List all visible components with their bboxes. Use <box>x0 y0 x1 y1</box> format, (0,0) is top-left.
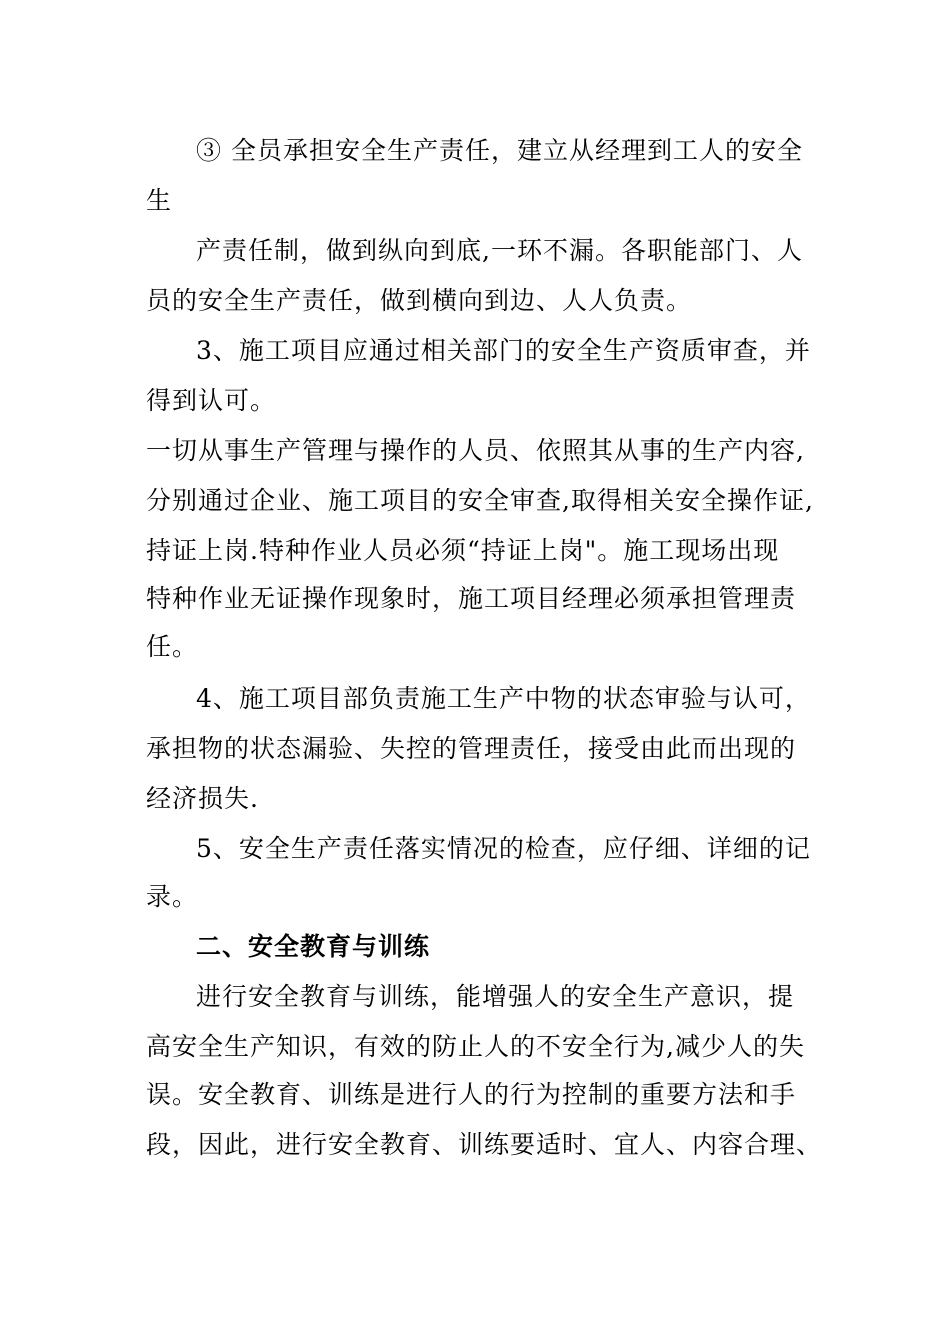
text-line: 产责任制，做到纵向到底,一环不漏。各职能部门、人 <box>196 236 803 265</box>
text-line: 3、施工项目应通过相关部门的安全生产资质审查，并 <box>196 336 811 365</box>
text-line: 进行安全教育与训练，能增强人的安全生产意识，提 <box>196 982 795 1011</box>
text-line: ③ 全员承担安全生产责任，建立从经理到工人的安全 <box>196 136 803 165</box>
section-heading: 二、安全教育与训练 <box>196 932 431 961</box>
text-line: 5、安全生产责任落实情况的检查，应仔细、详细的记 <box>196 834 811 863</box>
text-line: 持证上岗.特种作业人员必须“持证上岗"。施工现场出现 <box>146 536 780 565</box>
text-line: 任。 <box>146 632 199 661</box>
text-line: 段，因此，进行安全教育、训练要适时、宜人、内容合理、 <box>146 1130 823 1159</box>
text-line: 员的安全生产责任，做到横向到边、人人负责。 <box>146 286 693 315</box>
text-line: 得到认可。 <box>146 386 277 415</box>
text-line: 生 <box>146 186 173 215</box>
text-line: 误。安全教育、训练是进行人的行为控制的重要方法和手 <box>146 1080 797 1109</box>
text-line: 承担物的状态漏验、失控的管理责任，接受由此而出现的 <box>146 734 797 763</box>
text-line: 经济损失. <box>146 784 259 813</box>
text-line: 4、施工项目部负责施工生产中物的状态审验与认可， <box>196 684 811 713</box>
text-line: 录。 <box>146 882 199 911</box>
text-line: 一切从事生产管理与操作的人员、依照其从事的生产内容, <box>146 436 805 465</box>
text-line: 分别通过企业、施工项目的安全审查,取得相关安全操作证, <box>146 486 814 515</box>
text-line: 高安全生产知识，有效的防止人的不安全行为,减少人的失 <box>146 1032 805 1061</box>
text-line: 特种作业无证操作现象时，施工项目经理必须承担管理责 <box>146 584 797 613</box>
